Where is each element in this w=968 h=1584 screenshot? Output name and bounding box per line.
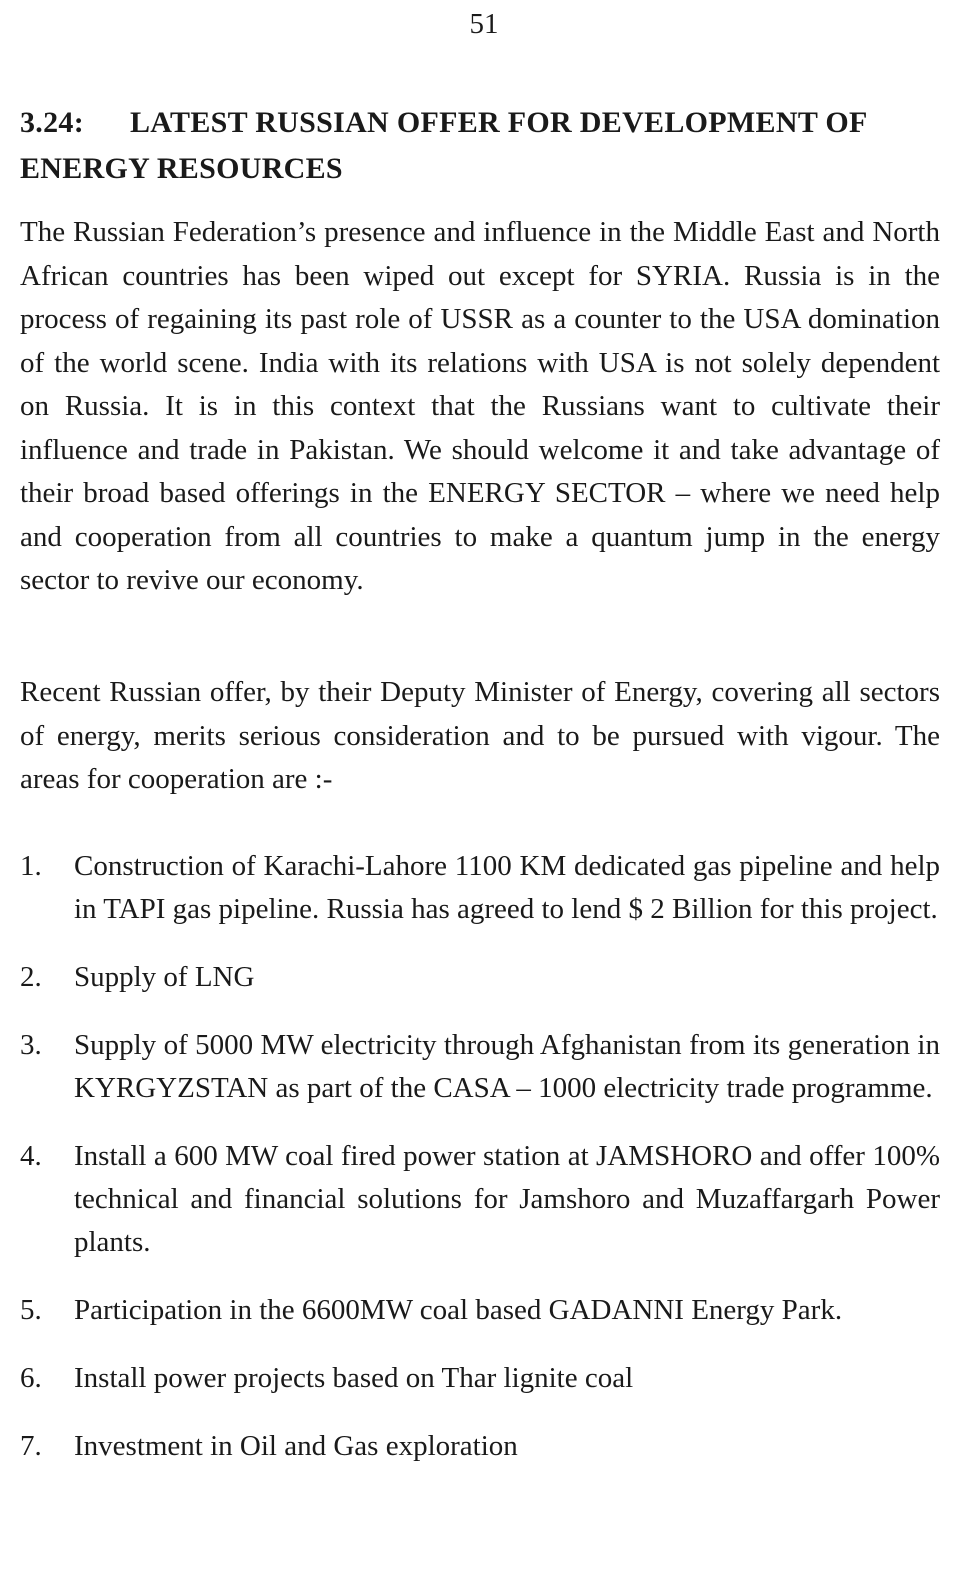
list-item-text: Supply of 5000 MW electricity through Afghanistan from its generation in KYRGYZSTAN as part of the CASA – 1000 electricity trade programme. xyxy=(74,1029,940,1104)
list-item xyxy=(20,1135,940,1264)
list-item-number: 7. xyxy=(20,1430,42,1462)
list-item-text: Investment in Oil and Gas exploration xyxy=(74,1430,518,1462)
list-item-number: 4. xyxy=(20,1140,42,1172)
list-item-number: 1. xyxy=(20,850,42,882)
list-item xyxy=(20,1357,940,1400)
list-item-text: Participation in the 6600MW coal based GADANNI Energy Park. xyxy=(74,1294,843,1326)
list-item xyxy=(20,1024,940,1110)
list-item-number: 2. xyxy=(20,961,42,993)
list-item-number: 3. xyxy=(20,1029,42,1061)
paragraph-russian-presence: The Russian Federation’s presence and influence in the Middle East and North African countries has been wiped out except for SYRIA. Russia is in the process of regaining its past role of USSR as a counter to the USA domination of the world scene. India with its relations with USA is not solely dependent on Russia. It is in this context that the Russians want to cultivate their influence and trade in Pakistan. We should welcome it and take advantage of their broad based offerings in the ENERGY SECTOR – where we need help and cooperation from all countries to make a quantum jump in the energy sector to revive our economy. xyxy=(20,216,940,596)
cooperation-areas-list xyxy=(20,845,940,1468)
list-item xyxy=(20,1289,940,1332)
section-heading xyxy=(20,100,940,192)
section-number: 3.24: xyxy=(20,106,84,139)
paragraph-russian-offer: Recent Russian offer, by their Deputy Minister of Energy, covering all sectors of energy, merits serious consideration and to be pursued with vigour. The areas for cooperation are :- xyxy=(20,676,940,795)
list-item-text: Install a 600 MW coal fired power station at JAMSHORO and offer 100% technical and financial solutions for Jamshoro and Muzaffargarh Power plants. xyxy=(74,1140,940,1258)
page-number: 51 xyxy=(469,8,499,40)
section-title: LATEST RUSSIAN OFFER FOR DEVELOPMENT OF ENERGY RESOURCES xyxy=(20,106,867,185)
list-item xyxy=(20,845,940,931)
list-item-number: 6. xyxy=(20,1362,42,1394)
list-item xyxy=(20,956,940,999)
list-item-number: 5. xyxy=(20,1294,42,1326)
list-item xyxy=(20,1425,940,1468)
list-item-text: Supply of LNG xyxy=(74,961,255,993)
list-item-text: Construction of Karachi-Lahore 1100 KM dedicated gas pipeline and help in TAPI gas pipeline. Russia has agreed to lend $ 2 Billion for this project. xyxy=(74,850,940,925)
list-item-text: Install power projects based on Thar lignite coal xyxy=(74,1362,634,1394)
